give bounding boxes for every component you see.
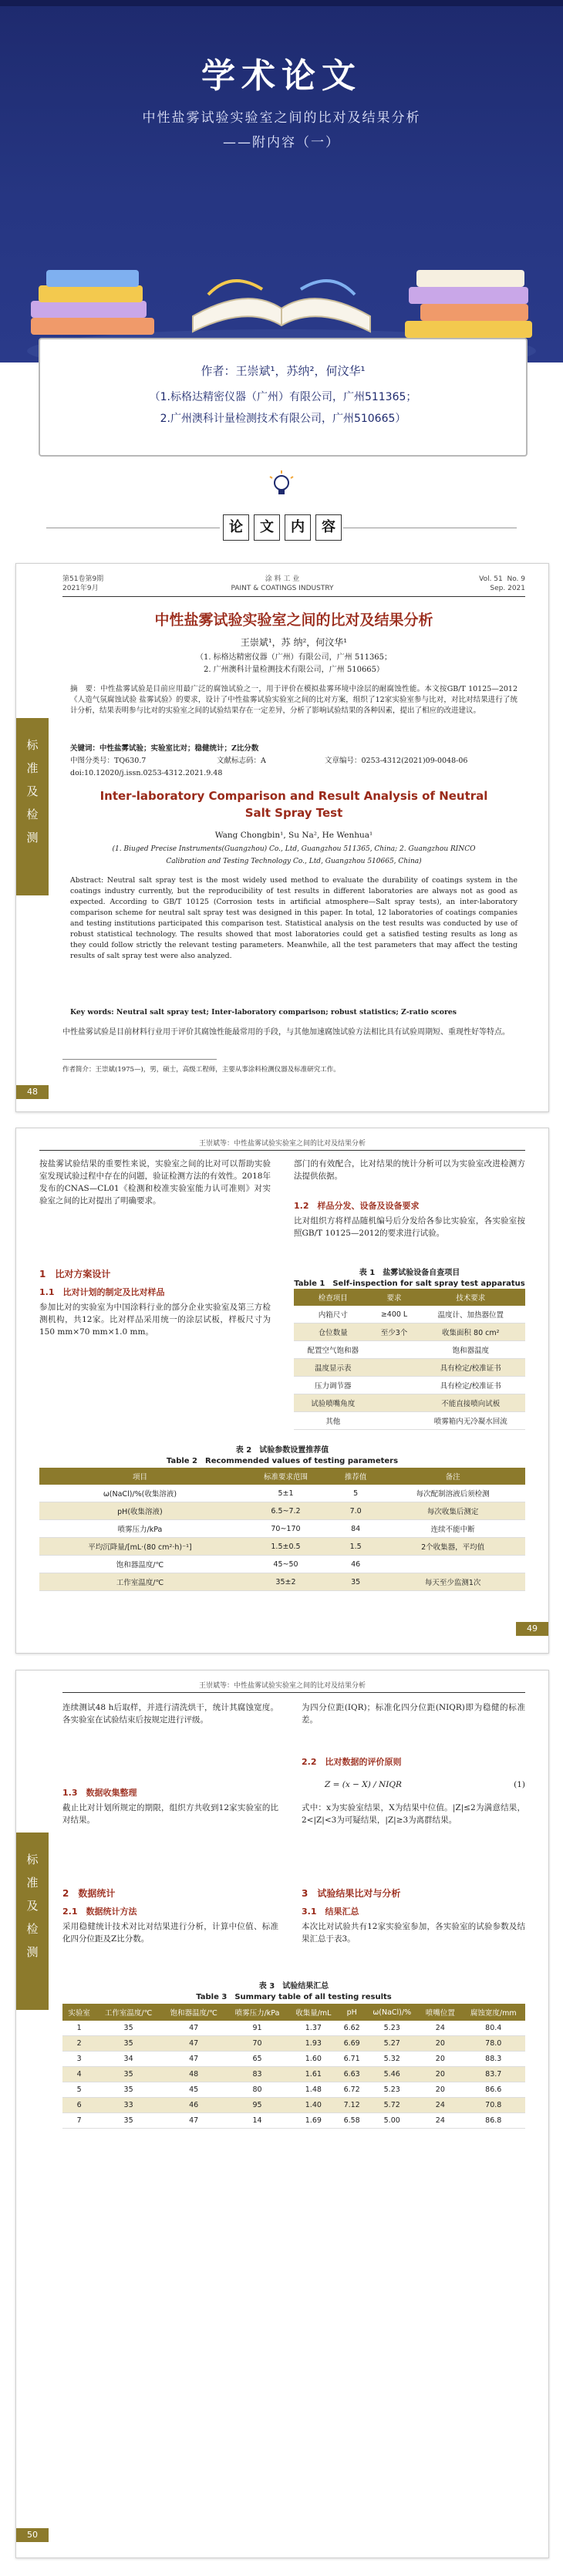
table-cell: 35±2 bbox=[241, 1573, 331, 1591]
table-row bbox=[62, 2067, 525, 2082]
table-cell: 1.5±0.5 bbox=[241, 1538, 331, 1556]
header-banner bbox=[0, 0, 563, 362]
banner-subtitle: 中性盐雾试验实验室之间的比对及结果分析 bbox=[142, 110, 421, 126]
journal-issue: 第51卷第9期 2021年9月 bbox=[62, 575, 104, 592]
side-label-char: 及 bbox=[26, 1899, 39, 1913]
table-cell: 1.69 bbox=[288, 2113, 339, 2129]
table-cell: 收集面积 80 cm² bbox=[416, 1323, 525, 1341]
paper-page-1 bbox=[15, 563, 549, 1112]
table-row bbox=[294, 1306, 525, 1323]
table-cell: 不能直接喷向试板 bbox=[416, 1394, 525, 1412]
paper-affiliation-en-1: (1. Biuged Precise Instruments(Guangzhou) Co., Ltd, Guangzhou 511365, China; 2. Guangzhou RINCO bbox=[112, 845, 476, 853]
paper-affiliation-cn-2: 2. 广州澳科计量检测技术有限公司，广州 510665） bbox=[203, 666, 385, 674]
table-cell: 70 bbox=[226, 2036, 288, 2052]
journal-name: 涂 料 工 业 PAINT & COATINGS INDUSTRY bbox=[231, 575, 334, 592]
table-cell: 86.8 bbox=[461, 2113, 525, 2129]
table-2-caption-en: Table 2 Recommended values of testing parameters bbox=[166, 1457, 399, 1465]
table-3-caption: 表 3 试验结果汇总 bbox=[258, 1982, 329, 1991]
table-cell: 6.71 bbox=[339, 2052, 365, 2067]
table-row bbox=[294, 1394, 525, 1412]
header-rule bbox=[39, 1150, 525, 1151]
table-1 bbox=[294, 1289, 525, 1430]
subsection-heading-1-2: 1.2 样品分发、设备及设备要求 bbox=[294, 1201, 420, 1211]
table-cell: 6.5~7.2 bbox=[241, 1502, 331, 1520]
footnote-rule bbox=[62, 1059, 217, 1060]
section-heading-2: 2 数据统计 bbox=[62, 1888, 116, 1899]
table-header-cell: pH bbox=[339, 2004, 365, 2021]
side-label-char: 测 bbox=[26, 1945, 39, 1959]
table-cell: 47 bbox=[161, 2113, 227, 2129]
table-cell: 33 bbox=[96, 2098, 161, 2113]
table-cell: 每天至少监测1次 bbox=[380, 1573, 525, 1591]
table-row bbox=[62, 2021, 525, 2036]
subsection-heading-1-1: 1.1 比对计划的制定及比对样品 bbox=[39, 1287, 165, 1297]
table-cell: 35 bbox=[96, 2113, 161, 2129]
table-cell: 1.61 bbox=[288, 2067, 339, 2082]
table-1-caption: 表 1 盐雾试验设备自查项目 bbox=[359, 1269, 460, 1277]
table-header-cell: 收集量/mL bbox=[288, 2004, 339, 2021]
table-cell: 1.40 bbox=[288, 2098, 339, 2113]
doi: doi:10.12020/j.issn.0253-4312.2021.9.48 bbox=[70, 769, 223, 777]
section-heading-3: 3 试验结果比对与分析 bbox=[302, 1888, 401, 1899]
table-cell: 内箱尺寸 bbox=[294, 1306, 373, 1323]
table-cell: 86.6 bbox=[461, 2082, 525, 2098]
authors-line: 作者：王崇斌¹，苏纳²，何汶华¹ bbox=[201, 364, 366, 378]
paper-affiliation-en-2: Calibration and Testing Technology Co., Ltd, Guangzhou 510665, China) bbox=[166, 858, 422, 865]
table-cell: 5.72 bbox=[365, 2098, 419, 2113]
banner-subtitle-2: ——附内容（一） bbox=[223, 135, 340, 150]
header-rule bbox=[62, 596, 525, 597]
table-row bbox=[294, 1377, 525, 1394]
table-cell: 仓位数量 bbox=[294, 1323, 373, 1341]
side-label-bar bbox=[16, 718, 49, 895]
table-1-caption-en: Table 1 Self-inspection for salt spray test apparatus bbox=[294, 1280, 525, 1288]
subsection-heading-1-3: 1.3 数据收集整理 bbox=[62, 1788, 137, 1798]
table-cell: 80.4 bbox=[461, 2021, 525, 2036]
table-cell bbox=[373, 1394, 416, 1412]
section-tag-char: 论 bbox=[223, 514, 249, 541]
table-row bbox=[39, 1520, 525, 1538]
table-cell: 47 bbox=[161, 2052, 227, 2067]
table-cell: 45~50 bbox=[241, 1556, 331, 1573]
side-label-char: 及 bbox=[26, 784, 39, 798]
table-cell: 3 bbox=[62, 2052, 96, 2067]
table-cell: 2个收集器，平均值 bbox=[380, 1538, 525, 1556]
side-label-char: 准 bbox=[26, 761, 39, 775]
table-cell: 1.93 bbox=[288, 2036, 339, 2052]
table-header-cell: 喷嘴位置 bbox=[419, 2004, 461, 2021]
table-cell: 5.32 bbox=[365, 2052, 419, 2067]
table-header-cell: 喷雾压力/kPa bbox=[226, 2004, 288, 2021]
table-header-cell: 项目 bbox=[39, 1468, 241, 1485]
abstract-cn: 摘 要：中性盐雾试验是目前应用最广泛的腐蚀试验之一，用于评价在模拟盐雾环境中涂层的耐腐蚀性能。本文按GB/T 10125—2012《人造气氛腐蚀试验 盐雾试验》的要求，设计了中性盐雾试验实验室之间的比对方案，组织了12家实验室参与比对，对比对结果进行了统计分析，结果表明参与比对的实验室之间的试验结果存在一定差异，分析了影响试验结果的各种因素，提出了相应的改进建议。 bbox=[70, 685, 517, 715]
table-cell: 80 bbox=[226, 2082, 288, 2098]
table-cell: 35 bbox=[331, 1573, 380, 1591]
table-cell: 83.7 bbox=[461, 2067, 525, 2082]
side-label-char: 准 bbox=[26, 1876, 39, 1890]
table-cell: 5 bbox=[331, 1485, 380, 1502]
table-cell: 34 bbox=[96, 2052, 161, 2067]
running-header: 王崇斌等：中性盐雾试验实验室之间的比对及结果分析 bbox=[198, 1682, 366, 1690]
table-cell: 91 bbox=[226, 2021, 288, 2036]
table-cell: ω(NaCl)/%(收集溶液) bbox=[39, 1485, 241, 1502]
table-cell: 7.12 bbox=[339, 2098, 365, 2113]
table-row bbox=[62, 2036, 525, 2052]
table-cell: 7.0 bbox=[331, 1502, 380, 1520]
table-cell: 70.8 bbox=[461, 2098, 525, 2113]
table-cell: 5.46 bbox=[365, 2067, 419, 2082]
page-number: 48 bbox=[16, 1085, 49, 1099]
table-cell: 6.58 bbox=[339, 2113, 365, 2129]
section-heading-1: 1 比对方案设计 bbox=[39, 1269, 111, 1280]
paper-title-cn: 中性盐雾试验实验室之间的比对及结果分析 bbox=[154, 612, 433, 629]
table-cell bbox=[373, 1412, 416, 1430]
table-cell: 工作室温度/℃ bbox=[39, 1573, 241, 1591]
table-cell: 5.00 bbox=[365, 2113, 419, 2129]
table-cell: 6.62 bbox=[339, 2021, 365, 2036]
table-cell: 35 bbox=[96, 2067, 161, 2082]
table-cell: 48 bbox=[161, 2067, 227, 2082]
running-header: 王崇斌等：中性盐雾试验实验室之间的比对及结果分析 bbox=[198, 1140, 366, 1148]
formula-number: (1) bbox=[514, 1780, 525, 1789]
table-header-cell: 检查项目 bbox=[294, 1289, 373, 1306]
body-column-right: 部门的有效配合，比对结果的统计分析可以为实验室改进检测方法提供依据。 bbox=[294, 1159, 525, 1181]
table-row bbox=[62, 2082, 525, 2098]
table-cell: 饱和器温度/℃ bbox=[39, 1556, 241, 1573]
paper-authors-cn: 王崇斌¹，苏 纳²，何汶华¹ bbox=[240, 637, 348, 648]
table-header-cell: 标准要求范围 bbox=[241, 1468, 331, 1485]
keywords-en: Key words: Neutral salt spray test; Inter-laboratory comparison; robust statistics; Z-ratio scores bbox=[70, 1008, 457, 1017]
table-cell: 45 bbox=[161, 2082, 227, 2098]
table-cell: 5±1 bbox=[241, 1485, 331, 1502]
table-cell: 78.0 bbox=[461, 2036, 525, 2052]
table-cell: 20 bbox=[419, 2067, 461, 2082]
paper-authors-en: Wang Chongbin¹, Su Na², He Wenhua¹ bbox=[214, 831, 373, 840]
table-cell: 65 bbox=[226, 2052, 288, 2067]
table-cell: 1.60 bbox=[288, 2052, 339, 2067]
table-row bbox=[294, 1341, 525, 1359]
table-cell: 平均沉降量/[mL·(80 cm²·h)⁻¹] bbox=[39, 1538, 241, 1556]
table-cell bbox=[373, 1359, 416, 1377]
table-cell: 70~170 bbox=[241, 1520, 331, 1538]
table-cell bbox=[380, 1556, 525, 1573]
table-row bbox=[39, 1502, 525, 1520]
affiliation-2: 2.广州澳科计量检测技术有限公司，广州510665） bbox=[160, 413, 406, 425]
keywords-cn: 关键词：中性盐雾试验；实验室比对；稳健统计；Z比分数 bbox=[70, 744, 259, 753]
table-cell: 每次配制溶液后须检测 bbox=[380, 1485, 525, 1502]
table-cell: 47 bbox=[161, 2036, 227, 2052]
table-cell: 47 bbox=[161, 2021, 227, 2036]
table-cell: 35 bbox=[96, 2082, 161, 2098]
table-cell: 5.27 bbox=[365, 2036, 419, 2052]
paper-affiliation-cn-1: （1. 标格达精密仪器（广州）有限公司，广州 511365； bbox=[195, 653, 393, 662]
side-label-char: 测 bbox=[26, 831, 39, 845]
table-row bbox=[62, 2113, 525, 2129]
body-column-right-3: 本次比对试验共有12家实验室参加，各实验室的试验参数及结果汇总于表3。 bbox=[302, 1922, 525, 1944]
table-cell: 其他 bbox=[294, 1412, 373, 1430]
table-cell: 配置空气饱和器 bbox=[294, 1341, 373, 1359]
table-row bbox=[39, 1556, 525, 1573]
table-cell: 连续不能中断 bbox=[380, 1520, 525, 1538]
introduction: 中性盐雾试验是目前材料行业用于评价其腐蚀性能最常用的手段，与其他加速腐蚀试验方法相比具有试验周期短、重现性好等特点。 bbox=[62, 1028, 510, 1037]
table-row bbox=[294, 1359, 525, 1377]
table-cell: 14 bbox=[226, 2113, 288, 2129]
table-row bbox=[39, 1538, 525, 1556]
side-label-char: 检 bbox=[26, 808, 39, 821]
table-cell: 24 bbox=[419, 2021, 461, 2036]
table-cell: 20 bbox=[419, 2052, 461, 2067]
side-label-char: 检 bbox=[26, 1922, 39, 1936]
side-label-bar bbox=[16, 1833, 49, 2010]
paper-page-3 bbox=[15, 1670, 549, 2558]
table-header-cell: 技术要求 bbox=[416, 1289, 525, 1306]
table-cell: 46 bbox=[161, 2098, 227, 2113]
page-number: 50 bbox=[16, 2528, 49, 2542]
clc-number: 中图分类号：TQ630.7 bbox=[70, 757, 147, 765]
body-column-right-2: 式中：x为实验室结果，X为结果中位值。|Z|≤2为满意结果，2<|Z|<3为可疑结果，|Z|≥3为离群结果。 bbox=[302, 1803, 525, 1825]
table-header-cell: 要求 bbox=[373, 1289, 416, 1306]
table-header-cell: 实验室 bbox=[62, 2004, 96, 2021]
table-cell: 6.72 bbox=[339, 2082, 365, 2098]
section-tag-char: 内 bbox=[285, 514, 311, 541]
body-column-left-2: 参加比对的实验室为中国涂料行业的部分企业实验室及第三方检测机构，共12家。比对样品采用统一的涂层试板，样板尺寸为150 mm×70 mm×1.0 mm。 bbox=[39, 1303, 271, 1337]
table-cell: 88.3 bbox=[461, 2052, 525, 2067]
body-column-right: 为四分位距(IQR)；标准化四分位距(NIQR)即为稳健的标准差。 bbox=[302, 1703, 525, 1725]
table-header-cell: ω(NaCl)/% bbox=[365, 2004, 419, 2021]
table-header-row bbox=[294, 1289, 525, 1306]
side-label-char: 标 bbox=[26, 738, 39, 752]
table-cell: 试验喷嘴角度 bbox=[294, 1394, 373, 1412]
page-number: 49 bbox=[516, 1622, 548, 1636]
table-cell: 1.37 bbox=[288, 2021, 339, 2036]
section-tag-row bbox=[0, 513, 563, 544]
article-number: 文章编号：0253-4312(2021)09-0048-06 bbox=[325, 757, 468, 765]
table-cell: 温度计、加热器位置 bbox=[416, 1306, 525, 1323]
table-row bbox=[294, 1323, 525, 1341]
table-cell: 35 bbox=[96, 2021, 161, 2036]
table-3-caption-en: Table 3 Summary table of all testing results bbox=[196, 1993, 392, 2001]
table-cell: 6.63 bbox=[339, 2067, 365, 2082]
table-cell: 温度显示表 bbox=[294, 1359, 373, 1377]
table-2 bbox=[39, 1468, 525, 1591]
subsection-heading-2-1: 2.1 数据统计方法 bbox=[62, 1907, 137, 1917]
affiliation-1: （1.标格达精密仪器（广州）有限公司，广州511365； bbox=[149, 391, 417, 403]
table-3 bbox=[62, 2004, 525, 2129]
table-cell bbox=[373, 1377, 416, 1394]
table-cell: 喷雾压力/kPa bbox=[39, 1520, 241, 1538]
table-cell: 7 bbox=[62, 2113, 96, 2129]
table-cell: 1 bbox=[62, 2021, 96, 2036]
author-footnote: 作者简介：王崇斌(1975—)，男，硕士，高级工程师，主要从事涂料检测仪器及标准研究工作。 bbox=[62, 1066, 340, 1074]
table-header-cell: 工作室温度/℃ bbox=[96, 2004, 161, 2021]
table-cell: 2 bbox=[62, 2036, 96, 2052]
table-cell: 4 bbox=[62, 2067, 96, 2082]
table-cell: 24 bbox=[419, 2098, 461, 2113]
table-cell: 喷雾箱内无冷凝水回流 bbox=[416, 1412, 525, 1430]
table-cell: 83 bbox=[226, 2067, 288, 2082]
table-row bbox=[62, 2098, 525, 2113]
table-cell: 95 bbox=[226, 2098, 288, 2113]
table-header-cell: 腐蚀宽度/mm bbox=[461, 2004, 525, 2021]
body-column-left: 连续测试48 h后取样，并进行清洗烘干，统计其腐蚀宽度。各实验室在试验结束后按规定进行评级。 bbox=[62, 1703, 278, 1725]
table-cell bbox=[373, 1341, 416, 1359]
top-strip bbox=[0, 0, 563, 6]
table-cell: ≥400 L bbox=[373, 1306, 416, 1323]
journal-volume: Vol. 51 No. 9 Sep. 2021 bbox=[479, 575, 525, 592]
table-cell: pH(收集溶液) bbox=[39, 1502, 241, 1520]
table-cell: 6.69 bbox=[339, 2036, 365, 2052]
table-cell: 24 bbox=[419, 2113, 461, 2129]
table-cell: 1.5 bbox=[331, 1538, 380, 1556]
paper-title-en: Inter-laboratory Comparison and Result Analysis of Neutral Salt Spray Test bbox=[99, 789, 488, 820]
header-rule bbox=[62, 1692, 525, 1693]
table-row bbox=[39, 1485, 525, 1502]
table-2-caption: 表 2 试验参数设置推荐值 bbox=[235, 1446, 329, 1455]
body-column-right-2: 比对组织方将样品随机编号后分发给各参比实验室，各实验室按照GB/T 10125—2012的要求进行试验。 bbox=[294, 1216, 525, 1238]
lightbulb-icon bbox=[265, 469, 298, 501]
table-cell: 6 bbox=[62, 2098, 96, 2113]
side-label-char: 标 bbox=[26, 1853, 39, 1866]
table-row bbox=[39, 1573, 525, 1591]
paper-page-2 bbox=[15, 1128, 549, 1654]
document-code: 文献标志码：A bbox=[217, 757, 266, 765]
table-row bbox=[294, 1412, 525, 1430]
table-header-cell: 推荐值 bbox=[331, 1468, 380, 1485]
table-cell: 5 bbox=[62, 2082, 96, 2098]
authors-card bbox=[39, 338, 528, 457]
table-cell: 具有检定/校准证书 bbox=[416, 1377, 525, 1394]
table-cell: 35 bbox=[96, 2036, 161, 2052]
section-tag-char: 文 bbox=[254, 514, 280, 541]
table-cell: 每次收集后测定 bbox=[380, 1502, 525, 1520]
abstract-en: Abstract: Neutral salt spray test is the most widely used method to evaluate the durability of coatings system in the coatings industry currently, but the reproducibility of test results in different laboratories are always not as good as expected. According to GB/T 10125 (Corrosion tests in artificial atmosphere—Salt spray tests), an inter-laboratory comparison scheme for neutral salt spray test was designed in this paper. In total, 12 laboratories of coatings companies and testing institutions participated this comparison test. Statistical analysis on the test results was conducted by use of robust statistical technology. The results showed that most laboratories could get a satisfied testing results as long as they could follow strictly the relevant testing parameters. Meanwhile, all the test parameters that may affect the testing results of salt spray test were also analyzed. bbox=[70, 876, 517, 960]
table-header-row bbox=[39, 1468, 525, 1485]
table-cell: 压力调节器 bbox=[294, 1377, 373, 1394]
table-cell: 1.48 bbox=[288, 2082, 339, 2098]
table-cell: 46 bbox=[331, 1556, 380, 1573]
section-tag-char: 容 bbox=[315, 514, 342, 541]
formula-z-score: Z = (x − X) / NIQR bbox=[325, 1780, 402, 1789]
banner-title: 学术论文 bbox=[201, 56, 362, 96]
table-cell: 饱和器温度 bbox=[416, 1341, 525, 1359]
table-cell: 20 bbox=[419, 2082, 461, 2098]
table-cell: 5.23 bbox=[365, 2021, 419, 2036]
table-cell: 84 bbox=[331, 1520, 380, 1538]
body-column-left-3: 采用稳健统计技术对比对结果进行分析，计算中位值、标准化四分位距及Z比分数。 bbox=[62, 1922, 278, 1944]
subsection-heading-3-1: 3.1 结果汇总 bbox=[302, 1907, 359, 1917]
table-cell: 至少3个 bbox=[373, 1323, 416, 1341]
body-column-left: 按盐雾试验结果的重要性来说，实验室之间的比对可以帮助实验室发现试验过程中存在的问题，验证检测方法的有效性。2018年发布的CNAS—CL01《检测和校准实验室能力认可准则》对实验室之间的比对提出了明确要求。 bbox=[39, 1159, 271, 1205]
subsection-heading-2-2: 2.2 比对数据的评价原则 bbox=[302, 1757, 402, 1767]
table-header-cell: 备注 bbox=[380, 1468, 525, 1485]
table-header-row bbox=[62, 2004, 525, 2021]
table-header-cell: 饱和器温度/℃ bbox=[161, 2004, 227, 2021]
table-cell: 具有检定/校准证书 bbox=[416, 1359, 525, 1377]
body-column-left-2: 截止比对计划所规定的期限，组织方共收到12家实验室的比对结果。 bbox=[62, 1803, 278, 1825]
table-cell: 20 bbox=[419, 2036, 461, 2052]
table-row bbox=[62, 2052, 525, 2067]
table-cell: 5.23 bbox=[365, 2082, 419, 2098]
